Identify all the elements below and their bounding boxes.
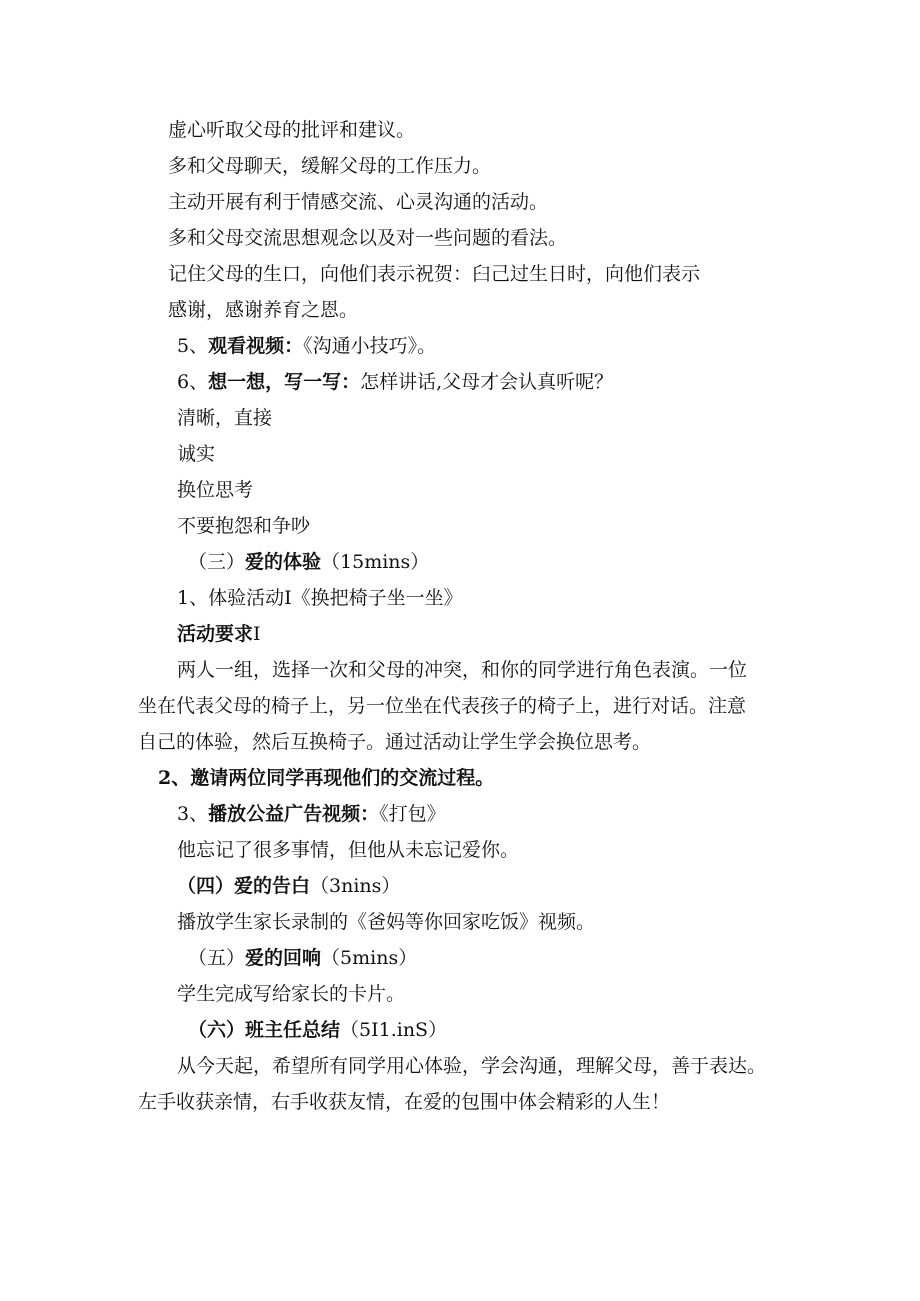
- requirements-marker: I: [253, 623, 261, 645]
- requirements-label: 活动要求: [177, 623, 254, 645]
- step-label: 想一想，写一写：: [208, 371, 361, 393]
- step-number: 3、: [177, 803, 209, 825]
- step-2-line: [158, 765, 494, 791]
- line-4: 多和父母交流思想观念以及对一些问题的看法。: [168, 227, 568, 249]
- section-5-text: 学生完成写给家长的卡片。: [177, 983, 406, 1005]
- step-5-line: [177, 333, 436, 359]
- tip-no-complain: 不要抱怨和争吵: [177, 515, 311, 537]
- step-text: 怎样讲话,父母才会认真听呢？: [360, 371, 614, 393]
- step-label: 播放公益广告视频：: [208, 803, 380, 825]
- section-duration: （5I1.inS）: [340, 1019, 448, 1041]
- video-caption: 他忘记了很多事情，但他从未忘记爱你。: [177, 839, 520, 861]
- line-2: 多和父母聊天，缓解父母的工作压力。: [168, 155, 492, 177]
- step-number: 5、: [177, 335, 209, 357]
- line-6: 感谢，感谢养育之恩。: [168, 299, 359, 321]
- section-title: 爱的回响: [245, 947, 322, 969]
- step-label: 观看视频：: [208, 335, 304, 357]
- step-text: 《打包》: [379, 803, 446, 825]
- section-duration: （15mins）: [321, 551, 430, 573]
- line-1: 虚心听取父母的批评和建议。: [168, 119, 416, 141]
- activity-title: 1、体验活动I《换把椅子坐一坐》: [177, 587, 463, 609]
- line-3: 主动开展有利于情感交流、心灵沟通的活动。: [168, 191, 549, 213]
- step-3-line: [177, 801, 446, 827]
- section-duration: （5mins）: [321, 947, 418, 969]
- section-4-heading: [177, 873, 400, 899]
- section-number: （三）: [188, 551, 246, 573]
- step-number: 2、: [158, 767, 191, 789]
- paragraph-activity-line-2: 坐在代表父母的椅子上，另一位坐在代表孩子的椅子上，进行对话。注意: [138, 695, 747, 717]
- step-6-line: [177, 369, 613, 395]
- tip-empathy: 换位思考: [177, 479, 254, 501]
- line-5: 记住父母的生口，向他们表示祝贺：臼己过生日时，向他们表示: [168, 263, 701, 285]
- activity-requirements-heading: [177, 621, 261, 647]
- section-title: （四）爱的告白: [177, 875, 311, 897]
- section-number: （五）: [188, 947, 246, 969]
- step-label: 邀请两位同学再现他们的交流过程。: [190, 767, 495, 789]
- paragraph-activity-line-3: 自己的体验，然后互换椅子。通过活动让学生学会换位思考。: [138, 731, 652, 753]
- section-title: 爱的体验: [245, 551, 322, 573]
- tip-clear: 清晰，直接: [177, 407, 273, 429]
- summary-line-1: 从今天起，希望所有同学用心体验，学会沟通，理解父母，善于表达。: [177, 1055, 767, 1077]
- tip-honest: 诚实: [177, 443, 216, 465]
- section-3-heading: [188, 549, 429, 575]
- section-4-text: 播放学生家长录制的《爸妈等你回家吃饭》视频。: [177, 911, 596, 933]
- section-5-heading: [188, 945, 417, 971]
- step-text: 《沟通小技巧》。: [303, 335, 437, 357]
- section-6-heading: [188, 1017, 447, 1043]
- paragraph-activity-line-1: 两人一组，选择一次和父母的冲突，和你的同学进行角色表演。一位: [177, 659, 748, 681]
- section-duration: （3nins）: [310, 875, 401, 897]
- section-title: （六）班主任总结: [188, 1019, 341, 1041]
- step-number: 6、: [177, 371, 209, 393]
- summary-line-2: 左手收获亲情，右手收获友情，在爱的包围中体会精彩的人生！: [138, 1091, 671, 1113]
